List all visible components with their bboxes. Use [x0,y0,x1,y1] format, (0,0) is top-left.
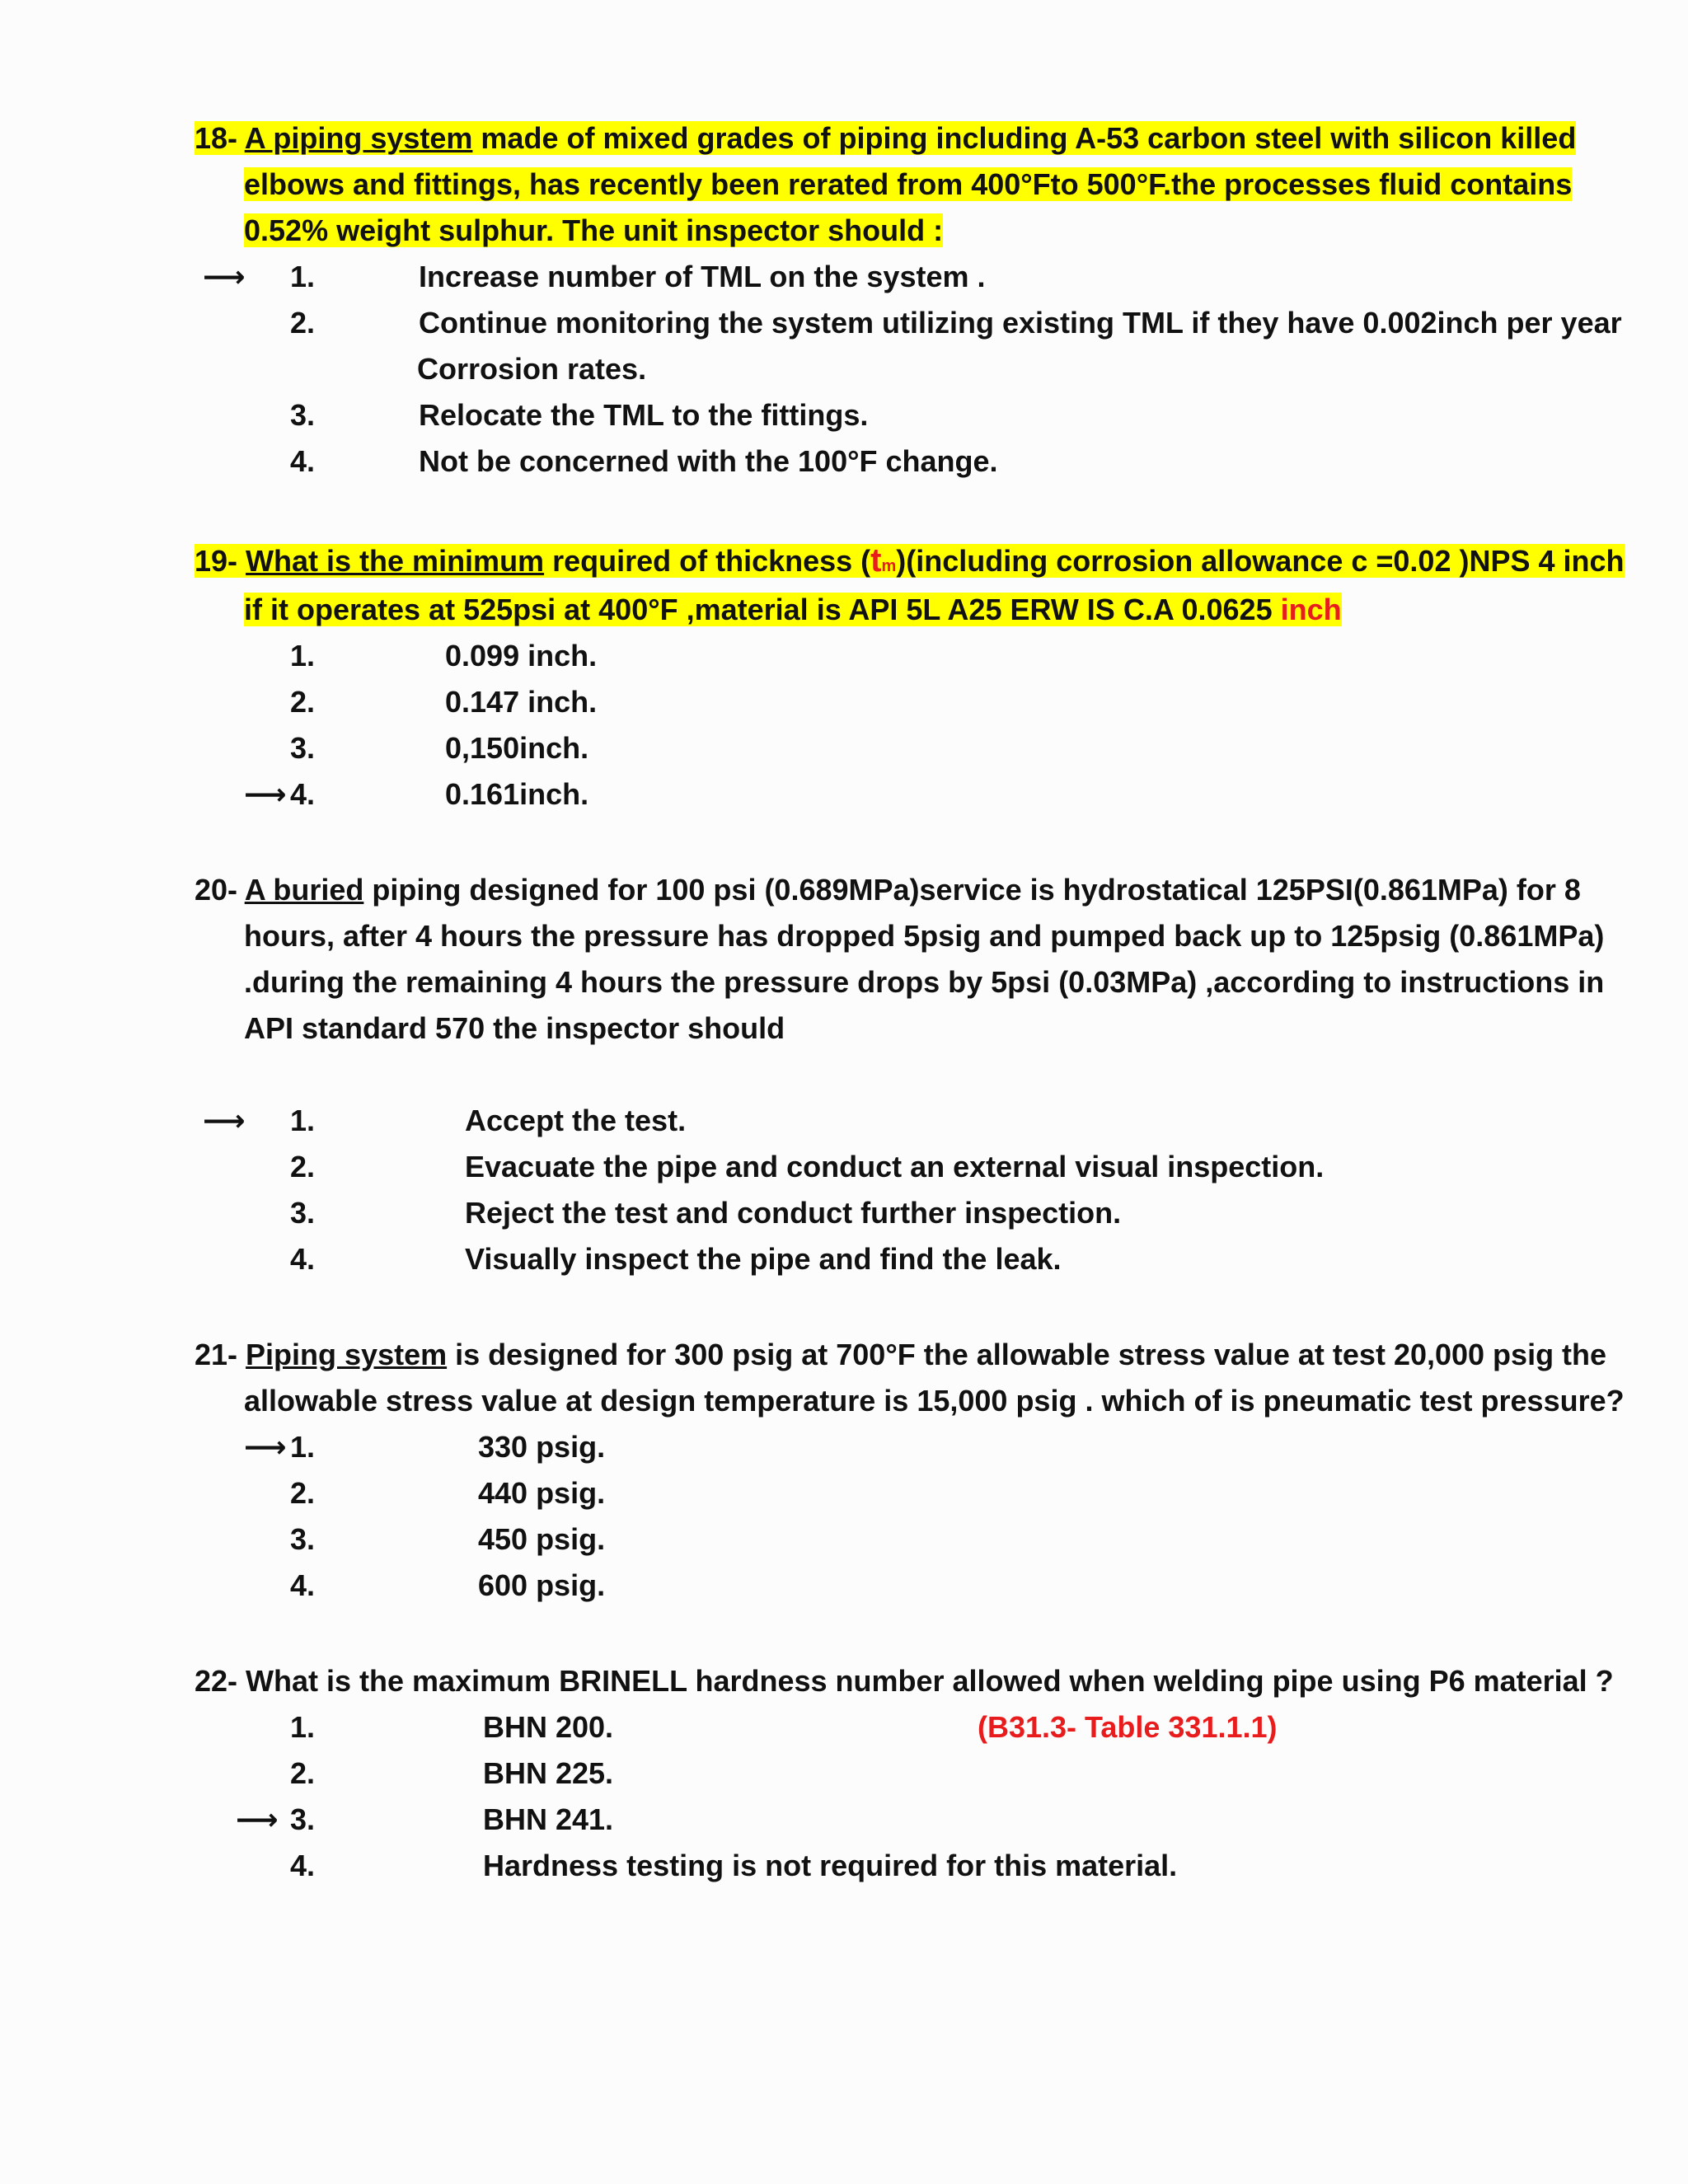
q20-text: piping designed for 100 psi (0.689MPa)service is hydrostatical 125PSI(0.861MPa) for 8 [363,873,1581,907]
q20-stem-line2: hours, after 4 hours the pressure has dropped 5psig and pumped back up to 125psig (0.861MPa) [244,919,1605,953]
q21-option-text: 330 psig. [478,1430,606,1464]
q19-number: 19- [195,544,246,578]
q18-option-number: 4. [290,444,316,478]
q18-number: 18- [195,121,245,155]
q19-option-text: 0.147 inch. [445,685,598,719]
q21-stem-line1 [195,1332,1606,1378]
q18-option-text: Corrosion rates. [417,352,647,386]
q19-stem-line2 [244,587,1342,633]
q19-option-number: 2. [290,685,316,719]
q21-number: 21- [195,1338,246,1371]
q18-option-text: Not be concerned with the 100°F change. [419,444,998,478]
q21-option-text: 450 psig. [478,1522,606,1556]
q22-option-number: 3. [290,1802,316,1836]
q18-line2-text: elbows and fittings, has recently been rerated from 400°Fto 500°F.the processes fluid contains [244,167,1573,201]
answer-arrow-icon: ⟶ [203,1104,246,1137]
q21-underlined: Piping system [246,1338,448,1371]
q18-stem-line2 [244,162,1572,208]
q20-underlined: A buried [244,873,364,907]
q22-option-number: 2. [290,1756,316,1790]
q19-text: required of thickness ( [544,544,871,578]
q21-option-number: 3. [290,1522,316,1556]
q19-option-number: 4. [290,777,316,811]
q19-option-number: 3. [290,731,316,765]
q19-option-text: 0,150inch. [445,731,589,765]
q18-option-text: Relocate the TML to the fittings. [419,398,869,432]
q18-line3-text: 0.52% weight sulphur. The unit inspector should : [244,213,944,247]
q19-option-text: 0.161inch. [445,777,589,811]
q22-option-text: BHN 225. [483,1756,614,1790]
q18-option-text: Increase number of TML on the system . [419,260,986,293]
q22-option-number: 1. [290,1710,316,1744]
q19-option-text: 0.099 inch. [445,639,598,673]
q19-option-number: 1. [290,639,316,673]
q21-option-number: 4. [290,1568,316,1602]
q20-option-number: 2. [290,1150,316,1183]
q18-option-text: Continue monitoring the system utilizing existing TML if they have 0.002inch per year [419,306,1622,340]
q18-option-number: 3. [290,398,316,432]
q20-option-number: 4. [290,1242,316,1276]
answer-arrow-icon: ⟶ [244,1430,287,1464]
q18-stem-line3 [244,208,943,254]
q20-option-text: Evacuate the pipe and conduct an external visual inspection. [465,1150,1325,1183]
answer-arrow-icon: ⟶ [244,777,287,811]
q20-number: 20- [195,873,245,907]
answer-arrow-icon: ⟶ [203,260,246,293]
q21-option-number: 2. [290,1476,316,1510]
q21-text: is designed for 300 psig at 700°F the allowable stress value at test 20,000 psig the [447,1338,1607,1371]
q21-option-text: 440 psig. [478,1476,606,1510]
q18-stem-line1 [195,115,1576,162]
q20-option-text: Reject the test and conduct further inspection. [465,1196,1122,1230]
q19-stem-line1 [195,537,1625,589]
q20-option-number: 1. [290,1104,316,1137]
q18-option-number: 1. [290,260,316,293]
q19-line2-text: if it operates at 525psi at 400°F ,material is API 5L A25 ERW IS C.A 0.0625 [244,593,1281,626]
q20-option-number: 3. [290,1196,316,1230]
q19-tm-symbol: t [870,542,882,579]
q21-option-text: 600 psig. [478,1568,606,1602]
q19-tm-subscript: m [881,557,897,575]
q20-stem-line4: API standard 570 the inspector should [244,1011,785,1045]
q19-underlined: What is the minimum [246,544,545,578]
q22-option-text: Hardness testing is not required for this material. [483,1849,1178,1882]
q22-stem-line1: 22- What is the maximum BRINELL hardness number allowed when welding pipe using P6 material ? [195,1664,1614,1698]
q22-option-text: BHN 241. [483,1802,614,1836]
q18-text: made of mixed grades of piping including A-53 carbon steel with silicon killed [472,121,1577,155]
q22-option-text: BHN 200. [483,1710,614,1744]
q20-option-text: Visually inspect the pipe and find the leak. [465,1242,1062,1276]
q18-underlined: A piping system [244,121,473,155]
q22-reference: (B31.3- Table 331.1.1) [978,1710,1278,1744]
q19-text-cont: )(including corrosion allowance c =0.02 )NPS 4 inch [896,544,1625,578]
q21-stem-line2: allowable stress value at design temperature is 15,000 psig . which of is pneumatic test pressure? [244,1384,1625,1418]
q20-option-text: Accept the test. [465,1104,687,1137]
q20-stem-line3: .during the remaining 4 hours the pressure drops by 5psi (0.03MPa) ,according to instructions in [244,965,1605,999]
q21-option-number: 1. [290,1430,316,1464]
q19-line2-red: inch [1280,593,1342,626]
q18-option-number: 2. [290,306,316,340]
answer-arrow-icon: ⟶ [236,1802,279,1836]
q20-stem-line1 [195,867,1581,913]
q22-option-number: 4. [290,1849,316,1882]
